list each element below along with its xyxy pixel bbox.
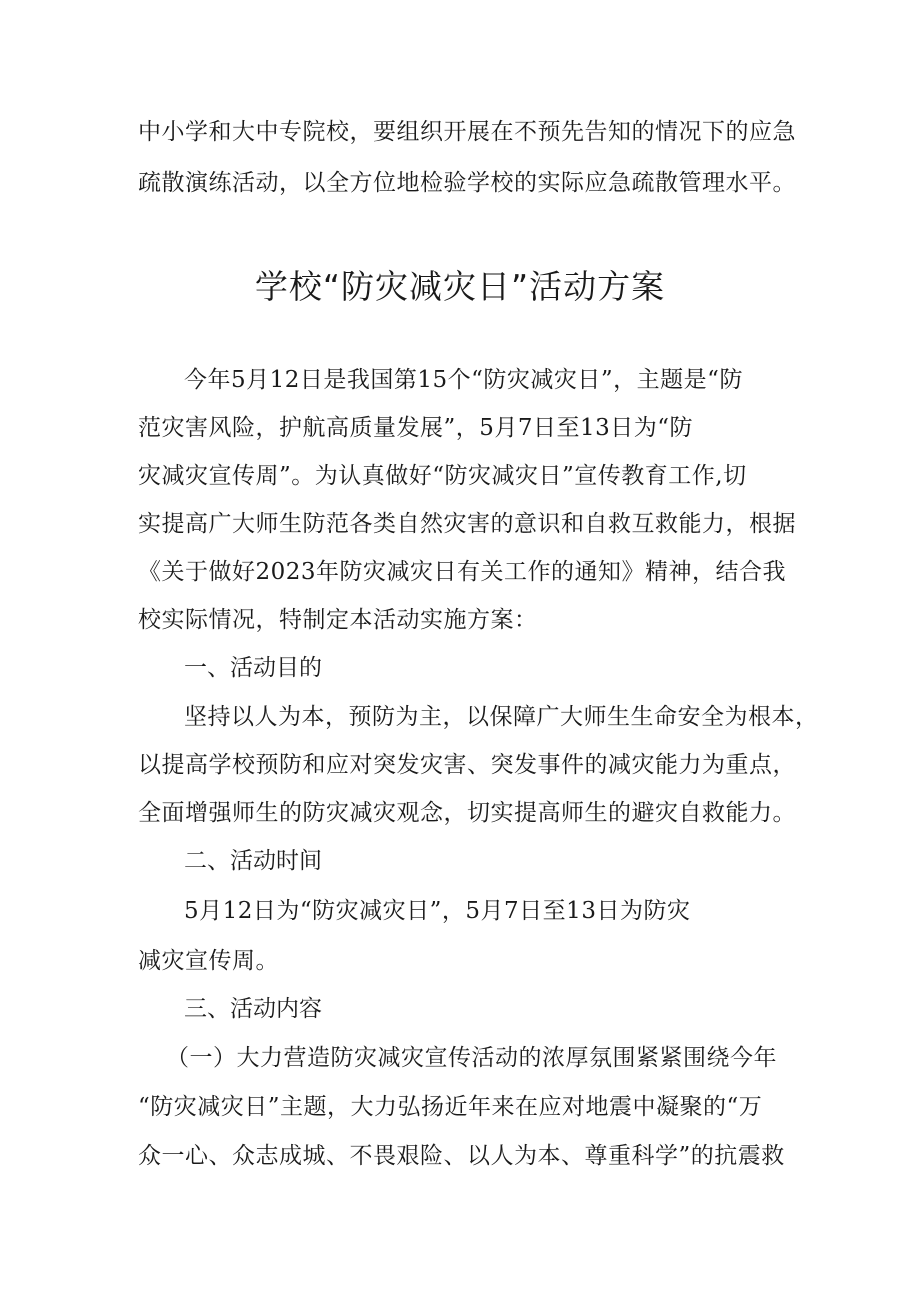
section-heading-content: 三、活动内容 [184,996,322,1022]
content-line-1: （一）大力营造防灾减灾宣传活动的浓厚氛围紧紧围绕今年 [166,1045,777,1071]
time-line-2: 减灾宣传周。 [138,948,279,974]
time-line-1: 5月12日为“防灾减灾日”，5月7日至13日为防灾 [184,898,691,924]
preface-line-4: 实提高广大师生防范各类自然灾害的意识和自救互救能力，根据 [138,511,796,537]
preface-line-5: 《关于做好2023年防灾减灾日有关工作的通知》精神，结合我 [138,559,787,585]
preface-line-6: 校实际情况，特制定本活动实施方案： [138,607,538,633]
document-title: 学校“防灾减灾日”活动方案 [254,267,666,306]
preface-line-1: 今年5月12日是我国第15个“防灾减灾日”，主题是“防 [184,367,743,393]
intro-line-1: 中小学和大中专院校，要组织开展在不预先告知的情况下的应急 [138,119,796,145]
preface-line-3: 灾减灾宣传周”。为认真做好“防灾减灾日”宣传教育工作,切 [138,463,747,489]
section-heading-time: 二、活动时间 [184,848,322,874]
purpose-line-2: 以提高学校预防和应对突发灾害、突发事件的减灾能力为重点， [138,752,796,778]
purpose-line-3: 全面增强师生的防灾减灾观念，切实提高师生的避灾自救能力。 [138,800,796,826]
content-line-2: “防灾减灾日”主题，大力弘扬近年来在应对地震中凝聚的“万 [138,1094,763,1120]
intro-line-2: 疏散演练活动，以全方位地检验学校的实际应急疏散管理水平。 [138,170,796,196]
section-heading-purpose: 一、活动目的 [184,655,322,681]
purpose-line-1: 坚持以人为本，预防为主，以保障广大师生生命安全为根本， [184,704,819,730]
content-line-3: 众一心、众志成城、不畏艰险、以人为本、尊重科学”的抗震救 [138,1143,785,1169]
preface-line-2: 范灾害风险，护航高质量发展”，5月7日至13日为“防 [138,415,694,441]
